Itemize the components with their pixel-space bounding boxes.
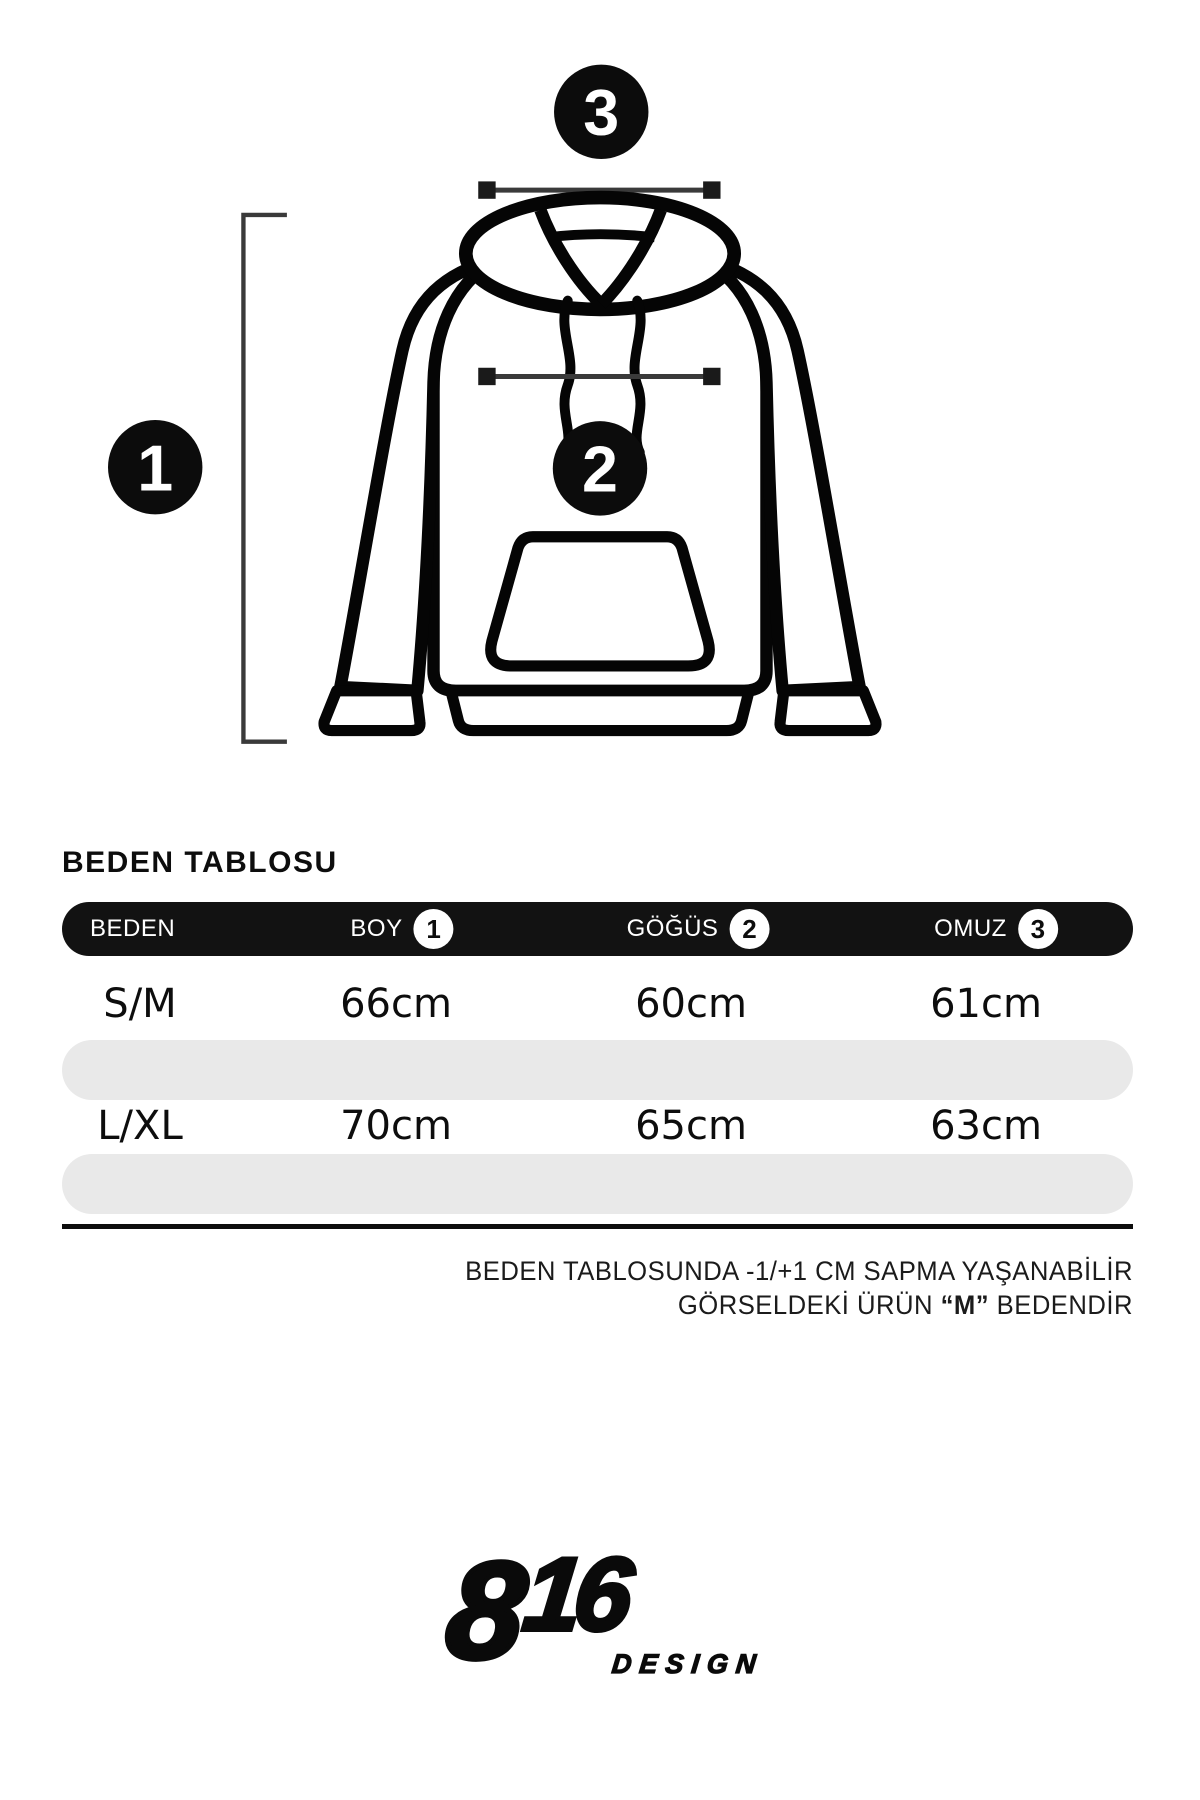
length-measure-line — [243, 215, 286, 742]
badge-chest — [553, 421, 647, 515]
size-note-line2-prefix: GÖRSELDEKİ ÜRÜN — [677, 1290, 941, 1320]
size-note-line2-size: “M” — [940, 1290, 990, 1320]
column-header-size: BEDEN — [90, 915, 176, 942]
table-stripe — [62, 1040, 1133, 1100]
badge-shoulder-number: 3 — [583, 77, 620, 150]
table-stripe — [62, 1154, 1133, 1214]
cell-gogus: 65cm — [635, 1103, 747, 1149]
column-header-gogus-badge: 2 — [729, 909, 769, 949]
brand-logo-16: 16 — [518, 1537, 631, 1653]
column-header-omuz-label: OMUZ — [934, 915, 1007, 942]
badge-chest-number: 2 — [582, 433, 618, 506]
cell-boy: 66cm — [340, 981, 452, 1027]
brand-logo-design-text: DESIGN — [610, 1649, 766, 1679]
table-row — [62, 976, 1133, 1032]
size-note-line2-suffix: BEDENDİR — [989, 1290, 1133, 1320]
badge-length — [108, 420, 202, 514]
cell-omuz: 61cm — [930, 981, 1042, 1027]
badge-shoulder — [554, 65, 648, 159]
column-header-boy-badge: 1 — [414, 909, 454, 949]
badge-length-number: 1 — [137, 432, 174, 505]
column-header-gogus — [627, 909, 770, 949]
column-header-omuz — [934, 909, 1058, 949]
cell-gogus: 60cm — [635, 981, 747, 1027]
size-note-line1: BEDEN TABLOSUNDA -1/+1 CM SAPMA YAŞANABİLİR — [465, 1256, 1133, 1286]
size-note-line2 — [465, 1288, 1133, 1322]
column-header-boy-label: BOY — [350, 915, 403, 942]
brand-logo-8: 8 — [439, 1534, 525, 1688]
cell-omuz: 63cm — [930, 1103, 1042, 1149]
size-note — [465, 1254, 1133, 1322]
column-header-gogus-label: GÖĞÜS — [626, 915, 719, 942]
cell-size: L/XL — [97, 1103, 183, 1149]
table-row — [62, 1098, 1133, 1154]
hoodie-measurement-diagram — [0, 0, 1200, 820]
cell-boy: 70cm — [340, 1103, 452, 1149]
column-header-omuz-badge: 3 — [1018, 909, 1058, 949]
cell-size: S/M — [103, 981, 177, 1027]
table-title: BEDEN TABLOSU — [62, 846, 338, 879]
kangaroo-pocket — [491, 537, 710, 666]
divider-line — [62, 1224, 1133, 1229]
column-header-boy — [350, 909, 453, 949]
brand-logo — [439, 1534, 766, 1688]
table-header-bar — [62, 902, 1133, 956]
